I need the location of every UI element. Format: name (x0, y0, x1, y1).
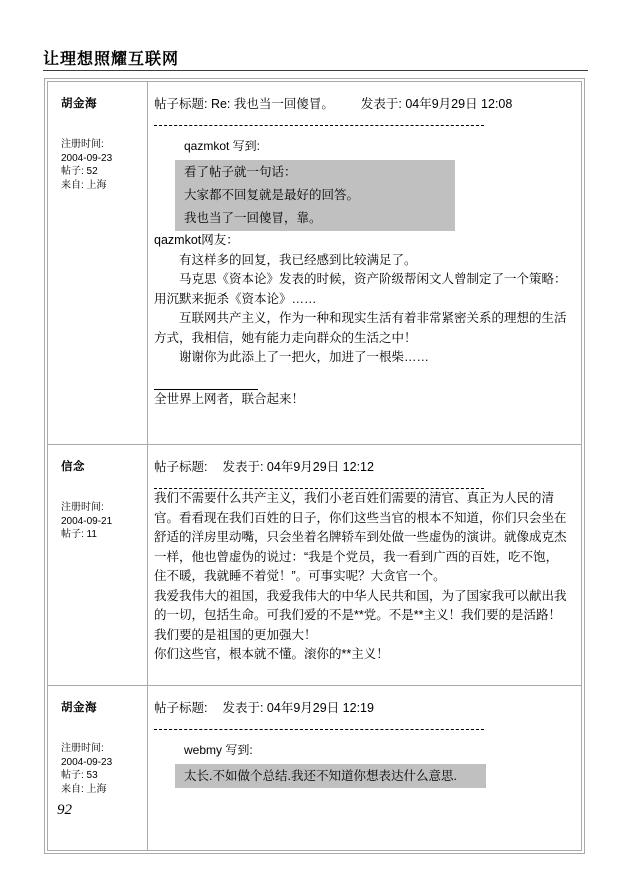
author-username: 信念 (61, 461, 85, 473)
quote-line: 我也当了一回傻冒，靠。 (184, 211, 322, 225)
post-date: 发表于: 04年9月29日 12:19 (222, 701, 374, 715)
post-paragraph: 谢谢你为此添上了一把火，加进了一根柴…… (179, 350, 430, 364)
post-paragraph: 我们不需要什么共产主义，我们小老百姓们需要的清官、真正为人民的清官。看看现在我们百姓的日子，你们这些当官的根本不知道，你们只会坐在舒适的洋房里动嘴，只会坐着名牌轿车到处做一些虚伪的演讲。就像成克杰一样，他也曾虚伪的说过：“我是个党员，我一看到广西的百姓，吃不饱，住不暖，我就睡不着觉！”。可事实呢？大贪官一个。 (154, 491, 567, 583)
post-row (48, 82, 582, 445)
author-cell (48, 445, 148, 686)
post-paragraph: 你们这些官，根本就不懂。滚你的**主义！ (154, 647, 389, 661)
post-date: 发表于: 04年9月29日 12:08 (360, 97, 513, 111)
page-header-title: 让理想照耀互联网 (43, 51, 180, 68)
author-post-count: 帖子: 11 (61, 529, 97, 540)
author-location: 来自: 上海 (61, 783, 107, 795)
author-reg-date: 2004-09-23 (61, 152, 113, 164)
dashed-separator (154, 729, 484, 730)
quote-line: 太长.不如做个总结.我还不知道你想表达什么意思. (184, 769, 457, 783)
post-cell (148, 82, 582, 445)
author-reg-date: 2004-09-21 (61, 515, 113, 527)
quote-header: webmy 写到: (184, 743, 253, 757)
author-post-count: 帖子: 53 (61, 770, 98, 781)
signature-text: 全世界上网者，联合起来！ (154, 391, 305, 406)
reply-target: qazmkot网友： (154, 233, 239, 247)
post-title: 帖子标题: (154, 460, 208, 474)
post-date: 发表于: 04年9月29日 12:12 (222, 460, 374, 474)
post-cell (148, 686, 582, 851)
post-paragraph: 有这样多的回复，我已经感到比较满足了。 (179, 252, 417, 267)
quote-box (175, 764, 486, 788)
post-row (48, 445, 582, 686)
author-reg-date: 2004-09-23 (61, 756, 113, 768)
author-info (61, 138, 143, 192)
quote-line: 大家都不回复就是最好的回答。 (184, 188, 360, 202)
author-username: 胡金海 (61, 702, 97, 714)
post-row (48, 686, 582, 851)
quote-box (175, 160, 455, 231)
post-title: 帖子标题: Re: 我也当一回傻冒。 (154, 97, 334, 111)
author-cell (48, 686, 148, 851)
quote-line: 看了帖子就一句话： (184, 165, 297, 179)
forum-thread-table (44, 78, 585, 854)
post-title-line (154, 457, 569, 475)
author-reg-label: 注册时间: (61, 502, 104, 513)
author-post-count: 帖子: 52 (61, 166, 98, 177)
author-location: 来自: 上海 (61, 179, 107, 191)
author-info (61, 742, 143, 796)
dashed-separator (154, 125, 484, 126)
post-paragraph: 马克思《资本论》发表的时候，资产阶级帮闲文人曾制定了一个策略：用沉默来扼杀《资本论》…… (154, 272, 567, 306)
author-info (61, 501, 143, 542)
post-paragraph: 互联网共产主义，作为一种和现实生活有着非常紧密关系的理想的生活方式，我相信，她有能力走向群众的生活之中！ (154, 311, 567, 345)
quote-header: qazmkot 写到: (184, 139, 261, 153)
author-reg-label: 注册时间: (61, 743, 104, 754)
author-reg-label: 注册时间: (61, 139, 104, 150)
author-username: 胡金海 (61, 98, 97, 110)
author-cell (48, 82, 148, 445)
post-title-line (154, 94, 569, 112)
post-paragraph: 我爱我伟大的祖国，我爱我伟大的中华人民共和国，为了国家我可以献出我的一切，包括生命。可我们爱的不是**党。不是**主义！我们要的是活路！我们要的是祖国的更加强大！ (154, 588, 567, 642)
post-title-line (154, 698, 569, 716)
post-title: 帖子标题: (154, 701, 208, 715)
forum-posts (47, 81, 582, 851)
page-number: 92 (57, 802, 72, 818)
header-rule (43, 70, 588, 71)
post-cell (148, 445, 582, 686)
